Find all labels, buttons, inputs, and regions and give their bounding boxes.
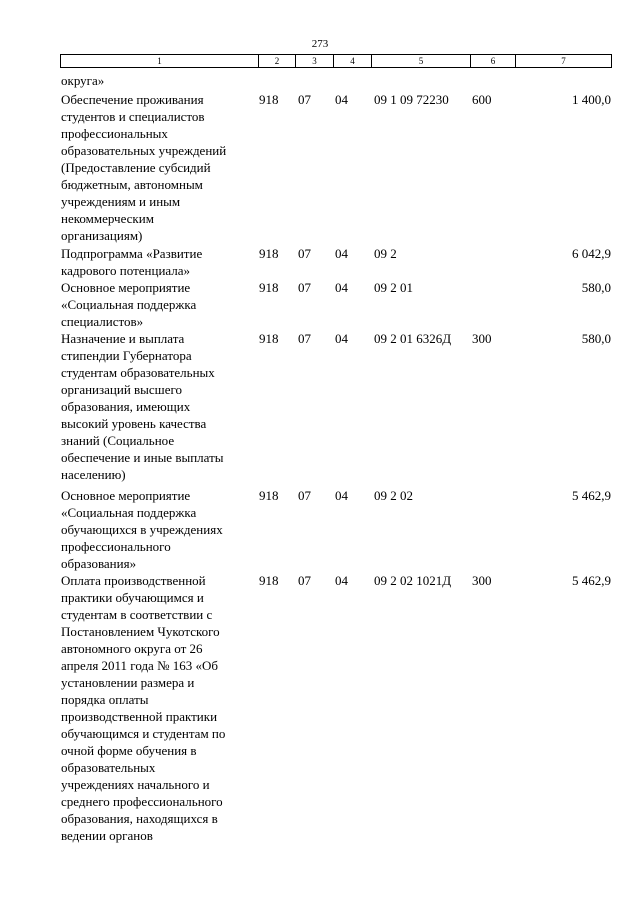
row-name-line: апреля 2011 года № 163 «Об [61,658,218,673]
page-number: 273 [311,38,329,50]
row-name-line: обеспечение и иные выплаты [61,450,224,465]
row-name-line: кадрового потенциала» [61,263,191,278]
row-name-line: Назначение и выплата [61,331,185,346]
row-name-line: студентам образовательных [61,365,215,380]
row-name [61,245,256,279]
ministry-code: 918 [259,280,279,295]
row-name-line: обучающихся в учреждениях [61,522,223,537]
row-name-line: учреждениям и иным [61,194,181,209]
row-name-line: образовательных [61,760,156,775]
target-article-code: 09 2 [374,246,397,261]
row-name-line: Оплата производственной [61,573,206,588]
row-name-line: Обеспечение проживания [61,92,204,107]
column-header-row [61,55,612,68]
section-code: 07 [298,331,311,346]
section-code: 07 [298,92,311,107]
column-header-3: 3 [296,55,334,68]
subsection-code: 04 [335,331,348,346]
column-header-5: 5 [372,55,471,68]
column-header-table [60,54,612,68]
row-name-line: студентов и специалистов [61,109,205,124]
row-name-line: организациям) [61,228,143,243]
row-name [61,572,256,844]
target-article-code: 09 2 01 6326Д [374,331,452,346]
subsection-code: 04 [335,92,348,107]
row-name-line: стипендии Губернатора [61,348,192,363]
row-name-line: автономного округа от 26 [61,641,203,656]
row-name-line: среднего профессионального [61,794,223,809]
row-name-line: организаций высшего [61,382,182,397]
row-name-line: учреждениях начального и [61,777,210,792]
subsection-code: 04 [335,488,348,503]
row-name-line: «Социальная поддержка [61,297,197,312]
row-name-line: профессиональных [61,126,168,141]
row-name-line: бюджетным, автономным [61,177,203,192]
row-name-line: образования» [61,556,137,571]
ministry-code: 918 [259,331,279,346]
amount: 580,0 [581,280,611,295]
row-name-line: округа» [61,73,105,88]
row-name-line: высокий уровень качества [61,416,207,431]
row-name [61,91,256,244]
subsection-code: 04 [335,246,348,261]
row-name-line: образовательных учреждений [61,143,227,158]
row-name-line: специалистов» [61,314,144,329]
section-code: 07 [298,246,311,261]
row-name-line: (Предоставление субсидий [61,160,211,175]
expense-type-code: 600 [472,92,492,107]
row-name-line: Постановлением Чукотского [61,624,220,639]
row-name-line: порядка оплаты [61,692,149,707]
expense-type-code: 300 [472,331,492,346]
column-header-2: 2 [259,55,296,68]
row-name-line: профессионального [61,539,171,554]
target-article-code: 09 2 02 1021Д [374,573,452,588]
row-name-line: практики обучающимся и [61,590,204,605]
column-header-4: 4 [334,55,372,68]
row-name-line: ведении органов [61,828,153,843]
section-code: 07 [298,280,311,295]
target-article-code: 09 2 02 [374,488,413,503]
row-name-line: образования, имеющих [61,399,191,414]
row-name-line: «Социальная поддержка [61,505,197,520]
subsection-code: 04 [335,573,348,588]
column-header-6: 6 [471,55,516,68]
amount: 580,0 [581,331,611,346]
ministry-code: 918 [259,246,279,261]
row-name-line: студентам в соответствии с [61,607,213,622]
target-article-code: 09 1 09 72230 [374,92,449,107]
column-header-7: 7 [516,55,612,68]
row-name-line: очной форме обучения в [61,743,197,758]
row-name [61,330,256,483]
row-name-line: населению) [61,467,126,482]
expense-type-code: 300 [472,573,492,588]
ministry-code: 918 [259,92,279,107]
row-name [61,72,256,89]
row-name-line: Подпрограмма «Развитие [61,246,203,261]
row-name-line: знаний (Социальное [61,433,175,448]
amount: 6 042,9 [572,246,611,261]
row-name-line: образования, находящихся в [61,811,218,826]
row-name-line: установлении размера и [61,675,195,690]
subsection-code: 04 [335,280,348,295]
row-name-line: производственной практики [61,709,218,724]
row-name-line: Основное мероприятие [61,280,191,295]
row-name [61,487,256,572]
row-name-line: обучающимся и студентам по [61,726,226,741]
row-name-line: Основное мероприятие [61,488,191,503]
amount: 5 462,9 [572,573,611,588]
amount: 5 462,9 [572,488,611,503]
row-name [61,279,256,330]
row-name-line: некоммерческим [61,211,154,226]
section-code: 07 [298,573,311,588]
column-header-1: 1 [61,55,259,68]
amount: 1 400,0 [572,92,611,107]
ministry-code: 918 [259,573,279,588]
section-code: 07 [298,488,311,503]
ministry-code: 918 [259,488,279,503]
target-article-code: 09 2 01 [374,280,413,295]
